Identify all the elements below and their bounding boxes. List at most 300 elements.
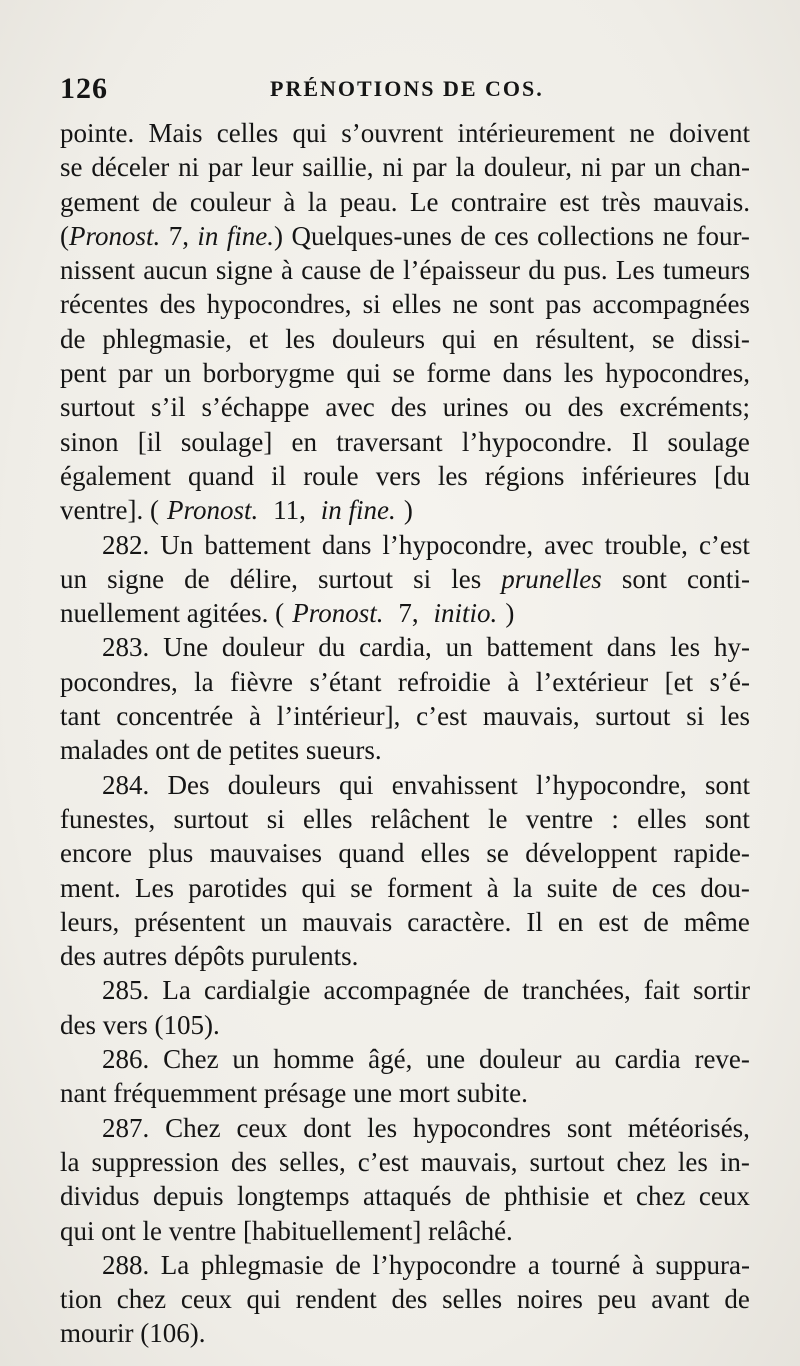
text-segment: à [486, 872, 499, 903]
word [632, 1248, 644, 1282]
text-line [60, 150, 750, 184]
text-segment: Quelques-unes [291, 220, 452, 251]
text-line [60, 733, 750, 767]
text-segment: leur [251, 152, 294, 183]
word [595, 699, 670, 733]
word [705, 768, 750, 802]
text-segment: ceux [698, 1181, 750, 1212]
text-line [60, 973, 750, 1007]
word [152, 185, 177, 219]
text-segment: envahissent [391, 769, 518, 800]
word [517, 1282, 583, 1316]
text-segment: signe [215, 255, 273, 286]
word [148, 836, 193, 870]
text-segment: La [160, 1249, 190, 1280]
word [230, 562, 298, 596]
text-segment: couleur [189, 186, 271, 217]
text-segment: avec [325, 392, 375, 423]
word [643, 905, 668, 939]
word [135, 871, 174, 905]
text-segment: Le [409, 186, 439, 217]
text-segment: in- [719, 1146, 750, 1177]
text-segment: Chez [165, 1112, 221, 1143]
word [60, 1179, 140, 1213]
word [60, 665, 178, 699]
word [102, 528, 149, 562]
word [169, 219, 189, 253]
word [318, 630, 345, 664]
word [303, 459, 358, 493]
word [700, 871, 750, 905]
text-segment: roule [303, 460, 359, 491]
text-segment: très [601, 186, 641, 217]
word [693, 973, 750, 1007]
text-segment: soulage] [180, 426, 273, 457]
word [336, 425, 442, 459]
word [102, 322, 232, 356]
word [484, 973, 509, 1007]
text-segment: du [318, 632, 346, 663]
text-segment: ou [524, 392, 552, 423]
text-segment: si [413, 563, 432, 594]
text-segment: forme [426, 358, 491, 389]
word [339, 768, 374, 802]
word [392, 768, 518, 802]
text-line [60, 287, 750, 321]
word [537, 219, 654, 253]
text-segment: phlegmasie [200, 1249, 324, 1280]
word [628, 1111, 750, 1145]
word [291, 219, 451, 253]
word [217, 116, 278, 150]
word [391, 390, 427, 424]
text-segment: douleurs [227, 769, 321, 800]
word [483, 699, 580, 733]
text-line [60, 1316, 750, 1350]
word [168, 768, 210, 802]
text-segment: de [151, 186, 178, 217]
word [485, 459, 564, 493]
text-segment: les [367, 1112, 398, 1143]
text-segment: ces [494, 220, 529, 251]
text-segment: ne [662, 220, 689, 251]
text-segment: par [610, 152, 646, 183]
word [163, 1042, 218, 1076]
text-segment: tumeurs [663, 255, 750, 286]
text-segment: des vers (105). [60, 1009, 220, 1040]
text-line [60, 356, 750, 390]
text-line [60, 1214, 750, 1248]
text-segment: ceux [180, 1284, 232, 1315]
text-line [60, 562, 750, 596]
word [188, 871, 287, 905]
word [486, 836, 509, 870]
text-segment: délire, [229, 563, 298, 594]
word [60, 185, 139, 219]
text-segment: parotides [188, 872, 288, 903]
word [153, 1179, 224, 1213]
text-segment: douleur, [483, 152, 573, 183]
text-segment: excréments; [619, 392, 750, 423]
word [488, 802, 508, 836]
word [60, 871, 121, 905]
word [694, 1042, 749, 1076]
word [653, 185, 750, 219]
text-segment: l’hypocondre, [535, 769, 687, 800]
text-segment: [il [137, 426, 162, 457]
text-segment: peu [597, 1284, 637, 1315]
text-segment: ventre [525, 803, 594, 834]
text-segment: du [528, 255, 556, 286]
text-segment: nuellement agitées. ( [60, 598, 285, 629]
word [151, 390, 186, 424]
word [301, 871, 336, 905]
text-segment: cardia [614, 1044, 681, 1075]
word [203, 356, 335, 390]
word [442, 1282, 502, 1316]
text-segment: saillie, [302, 152, 374, 183]
text-segment: le [487, 803, 508, 834]
text-segment: forment [386, 872, 473, 903]
text-segment: phthisie [503, 1181, 590, 1212]
word [603, 1179, 623, 1213]
text-segment: se [392, 358, 415, 389]
text-line [60, 939, 750, 973]
text-segment: quand [338, 838, 405, 869]
word [325, 390, 374, 424]
text-segment: l’hypocondre [372, 1249, 517, 1280]
text-segment: gement [60, 186, 140, 217]
text-segment: concentrée [116, 701, 234, 732]
word [231, 1145, 267, 1179]
word [237, 1179, 350, 1213]
text-segment: s’il [150, 392, 186, 423]
text-segment: Les [135, 872, 174, 903]
word [403, 253, 520, 287]
text-segment: pus. [563, 255, 608, 286]
text-segment: et [248, 323, 269, 354]
text-segment: est [559, 186, 590, 217]
text-segment: dissi- [691, 323, 750, 354]
text-line [60, 322, 750, 356]
text-segment: s’é- [709, 666, 750, 697]
word [663, 253, 750, 287]
text-segment: Une [163, 632, 209, 663]
text-segment: avec [544, 529, 594, 560]
text-segment: urines [442, 392, 509, 423]
word [216, 253, 273, 287]
text-segment: s’ouvrent [341, 118, 444, 148]
text-line [60, 1076, 750, 1110]
word [230, 665, 293, 699]
word [324, 973, 471, 1007]
word [612, 871, 637, 905]
text-segment: rendent [295, 1284, 377, 1315]
word [341, 116, 443, 150]
text-segment: mauvais. [653, 186, 750, 217]
text-segment: nissent [60, 255, 136, 286]
text-segment: chan- [689, 152, 750, 183]
text-segment: qui [292, 118, 328, 148]
word [190, 185, 271, 219]
word [293, 116, 328, 150]
italic-text: Pronost. [167, 495, 259, 526]
word [369, 253, 394, 287]
word [102, 973, 149, 1007]
word [673, 836, 749, 870]
text-segment: sont [704, 769, 750, 800]
text-segment: fait [643, 975, 680, 1006]
word [102, 630, 149, 664]
text-segment: doivent [669, 118, 750, 148]
word [335, 1248, 360, 1282]
word [567, 1111, 612, 1145]
word [107, 562, 164, 596]
word [705, 802, 750, 836]
word [340, 185, 398, 219]
text-segment: fièvre [230, 666, 294, 697]
text-segment: hypocondres, [206, 289, 352, 320]
italic-text: Pronost. [69, 220, 161, 251]
word [724, 1282, 749, 1316]
word [665, 665, 693, 699]
word [720, 699, 750, 733]
text-segment: l’intérieur], [276, 701, 401, 732]
word [670, 630, 700, 664]
text-segment: sont [489, 289, 535, 320]
text-segment: la [60, 1146, 80, 1177]
word [412, 150, 446, 184]
text-segment: les [563, 358, 594, 389]
word [251, 150, 293, 184]
word [302, 150, 373, 184]
text-segment: elles [391, 289, 442, 320]
text-segment: ni [580, 152, 602, 183]
text-segment: de [335, 1249, 361, 1280]
word [249, 322, 269, 356]
word [525, 836, 657, 870]
word [669, 116, 750, 150]
text-line [60, 116, 750, 150]
word [208, 150, 242, 184]
text-segment: ni [382, 152, 404, 183]
text-segment: cause [301, 255, 362, 286]
word [535, 322, 635, 356]
word [632, 425, 649, 459]
text-segment: [du [713, 460, 750, 491]
text-segment: l’hypocondre. [461, 426, 613, 457]
word [281, 253, 293, 287]
text-segment: plus [148, 838, 194, 869]
word [525, 390, 552, 424]
word [536, 768, 687, 802]
text-segment: dividus [60, 1181, 140, 1212]
word [207, 287, 352, 321]
text-line [60, 1145, 750, 1179]
text-segment: si [266, 803, 285, 834]
text-segment: refroidie [397, 666, 491, 697]
text-line [60, 185, 750, 219]
italic-text: prunelles [501, 563, 602, 594]
text-segment: hypocondres, [605, 358, 750, 389]
word [593, 287, 750, 321]
word [116, 699, 233, 733]
text-segment: des [567, 392, 604, 423]
text-segment: il [271, 460, 287, 491]
word [60, 1282, 102, 1316]
word [60, 836, 132, 870]
text-segment: chez [616, 1146, 666, 1177]
text-line [60, 802, 750, 836]
text-segment: un [164, 358, 192, 389]
text-segment: La [162, 975, 191, 1006]
word [479, 1042, 561, 1076]
text-segment: un [654, 152, 682, 183]
text-segment: leurs, [60, 906, 120, 937]
word [160, 528, 193, 562]
word [367, 1111, 397, 1145]
text-segment: météorisés, [627, 1112, 750, 1143]
text-segment: régions [484, 460, 565, 491]
text-segment: de [464, 1181, 491, 1212]
text-segment: 285. [102, 975, 150, 1006]
word [296, 1282, 377, 1316]
text-segment: [et [664, 666, 694, 697]
word [368, 1042, 412, 1076]
text-segment: qui [301, 872, 336, 903]
word [462, 425, 613, 459]
text-segment: : [611, 803, 619, 834]
text-segment: elles [637, 803, 687, 834]
word [410, 185, 438, 219]
word [60, 219, 160, 253]
word [413, 562, 431, 596]
word [308, 185, 328, 219]
text-segment: encore [60, 838, 132, 869]
word [204, 528, 310, 562]
text-line [60, 1042, 750, 1076]
text-segment: une [426, 1044, 466, 1075]
word [181, 425, 272, 459]
word [201, 390, 309, 424]
text-segment: conti- [686, 563, 750, 594]
word [204, 973, 310, 1007]
text-segment: se [350, 872, 373, 903]
text-segment: à [507, 666, 520, 697]
word [598, 1282, 637, 1316]
word [598, 905, 628, 939]
word [493, 322, 518, 356]
word [652, 322, 675, 356]
text-segment: les [677, 1146, 708, 1177]
text-segment: inférieures [581, 460, 697, 491]
italic-text: fine. [226, 220, 275, 251]
word [616, 253, 655, 287]
text-segment: elles [420, 838, 471, 869]
text-segment: battement [204, 529, 311, 560]
text-segment: mauvais, [420, 1146, 518, 1177]
text-line [60, 493, 750, 527]
word [392, 356, 415, 390]
text-line [60, 665, 750, 699]
text-segment: mauvais, [482, 701, 580, 732]
text-segment: de [611, 872, 638, 903]
word [710, 665, 750, 699]
word [486, 630, 592, 664]
text-segment: pocondres, [60, 666, 178, 697]
word [165, 1111, 220, 1145]
text-segment: dans [502, 358, 553, 389]
word [421, 1145, 518, 1179]
text-segment: soulage [667, 426, 750, 457]
text-segment: celles [216, 118, 279, 148]
word [443, 390, 509, 424]
text-segment: contraire [450, 186, 547, 217]
text-segment: 288. [102, 1249, 150, 1280]
text-segment: ventre]. ( [60, 495, 159, 526]
word [622, 562, 667, 596]
word [558, 905, 583, 939]
word [149, 116, 203, 150]
text-segment: pent [60, 358, 107, 389]
text-segment: Chez [163, 1044, 219, 1075]
text-segment: funestes, [60, 803, 156, 834]
word [60, 150, 83, 184]
word [236, 1111, 287, 1145]
text-segment: suite [546, 872, 598, 903]
word [363, 287, 381, 321]
text-segment: ) [403, 495, 413, 526]
text-segment: s’échappe [201, 392, 310, 423]
word [338, 836, 404, 870]
text-segment: mauvaises [209, 838, 323, 869]
word [522, 973, 631, 1007]
text-segment: des [231, 1146, 267, 1177]
word [526, 802, 593, 836]
word [371, 802, 470, 836]
word [247, 1282, 282, 1316]
word [138, 425, 162, 459]
text-segment: douleurs [332, 323, 425, 354]
text-segment: pas [545, 289, 582, 320]
text-line [60, 596, 750, 630]
text-segment: surtout [173, 803, 249, 834]
text-segment: accompagnée [323, 975, 471, 1006]
text-segment: traversant [336, 426, 443, 457]
word [184, 562, 209, 596]
text-line [60, 871, 750, 905]
word [652, 871, 686, 905]
text-segment: les [719, 701, 750, 732]
word [526, 905, 543, 939]
text-line [60, 905, 750, 939]
page-number: 126 [60, 72, 108, 105]
text-segment: sortir [693, 975, 750, 1006]
word [232, 1042, 259, 1076]
word [197, 219, 218, 253]
word [465, 1179, 490, 1213]
word [563, 253, 607, 287]
word [222, 630, 304, 664]
text-segment: surtout [595, 701, 671, 732]
text-segment: mourir (106). [60, 1318, 206, 1349]
text-segment: pointe. [60, 118, 135, 148]
text-segment: par [118, 358, 153, 389]
text-segment: la [512, 872, 533, 903]
text-segment: des [390, 392, 427, 423]
word [201, 1248, 324, 1282]
word [60, 322, 85, 356]
